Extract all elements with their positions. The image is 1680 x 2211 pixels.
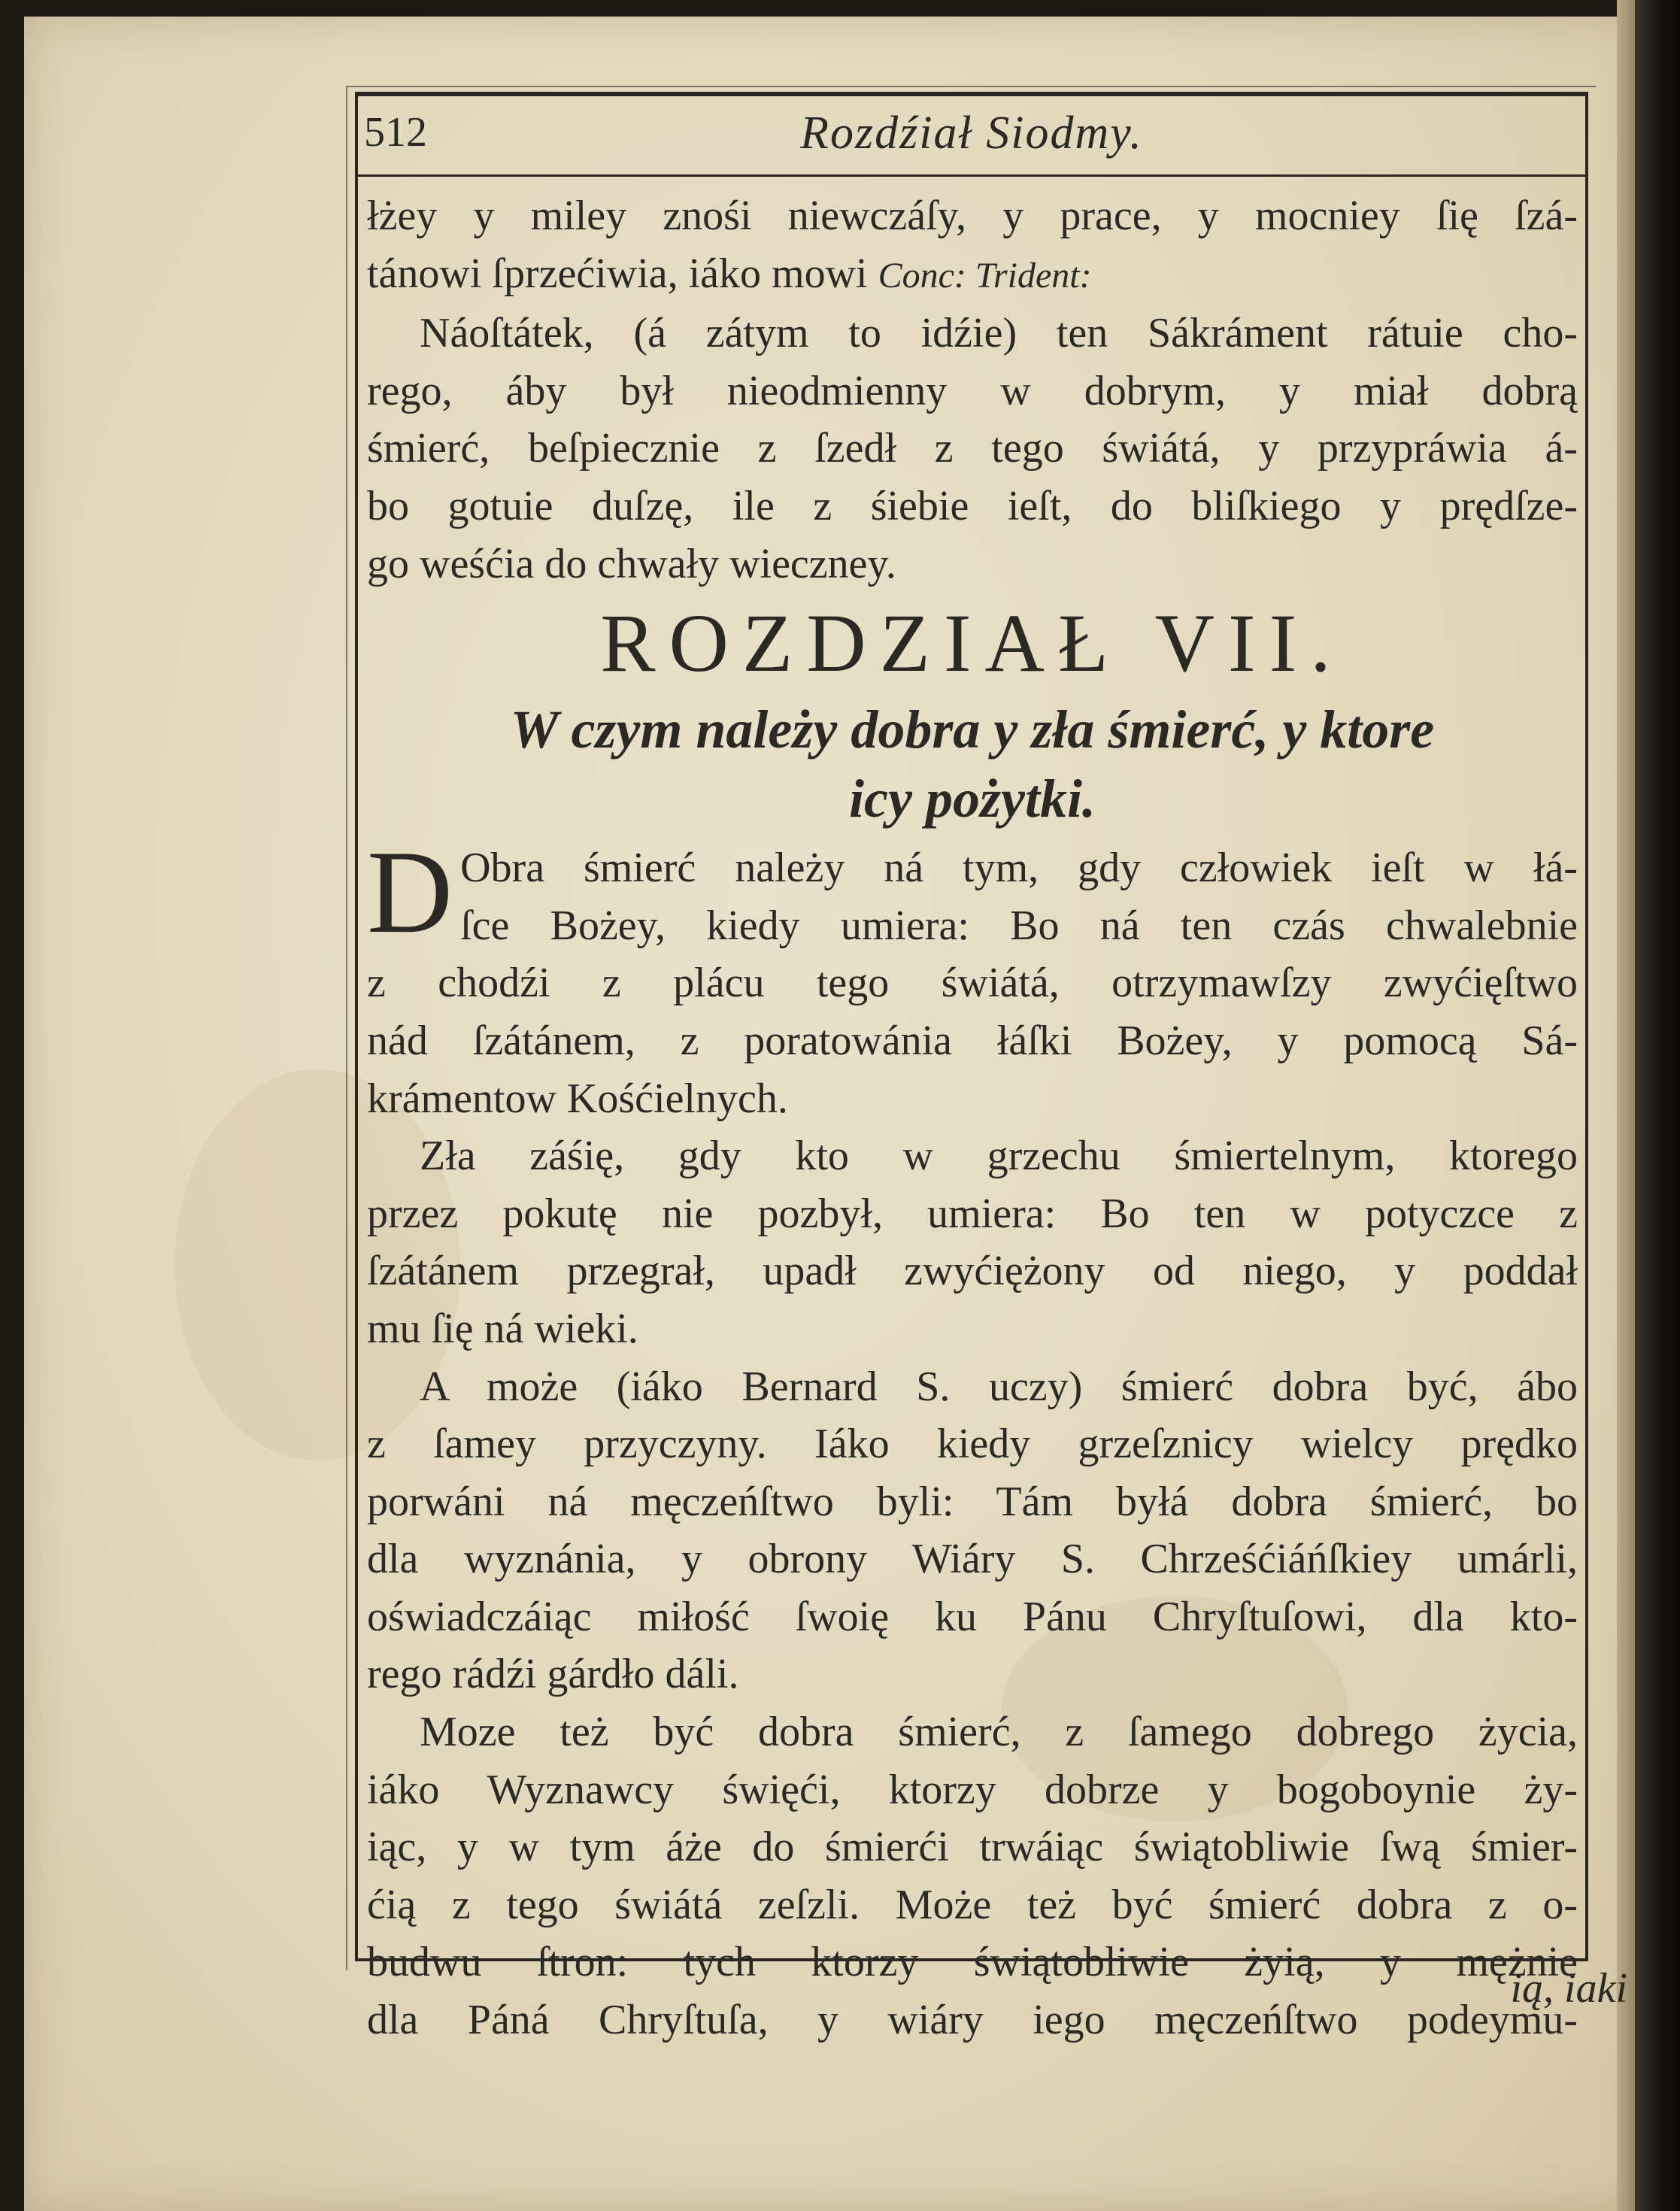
text-line: przez pokutę nie pozbył, umiera: Bo ten w potyczce z (367, 1190, 1578, 1237)
text-line: Moze też być dobra śmierć, z ſamego dobrego życia, (420, 1709, 1578, 1756)
text-line: rego rádźi gárdło dáli. (367, 1651, 739, 1698)
paragraph (367, 1358, 1578, 1704)
page-header (358, 96, 1585, 177)
text-line: Náoſtátek, (á zátym to idźie) ten Sákráment rátuie cho- (420, 310, 1578, 357)
text-line: iąc, y w tym áże do śmierći trwáiąc świątobliwie ſwą śmier- (367, 1824, 1578, 1871)
page-number: 512 (364, 109, 427, 156)
text-line: Zła záśię, gdy kto w grzechu śmiertelnym, ktorego (420, 1133, 1578, 1180)
text-line: dla wyznánia, y obrony Wiáry S. Chrześćiáńſkiey umárli, (367, 1536, 1578, 1583)
text-line: porwáni ná męczeńſtwo byli: Tám byłá dobra śmierć, bo (367, 1478, 1578, 1525)
text-line: oświadczáiąc miłość ſwoię ku Pánu Chryſtuſowi, dla kto- (367, 1593, 1578, 1640)
text-line: Obra śmierć należy ná tym, gdy człowiek ieſt w łá- (460, 845, 1578, 892)
text-line: krámentow Kośćielnych. (367, 1075, 788, 1122)
running-head: Rozdźiał Siodmy. (800, 108, 1143, 159)
text-line: nád ſzátánem, z poratowánia łáſki Bożey, y pomocą Sá- (367, 1017, 1578, 1064)
text-line: ćią z tego świátá zeſzli. Może też być śmierć dobra z o- (367, 1881, 1578, 1928)
paragraph (367, 1127, 1578, 1357)
drop-cap: D (367, 826, 453, 959)
text-line: A może (iáko Bernard S. uczy) śmierć dobra być, ábo (420, 1363, 1578, 1410)
text-line: ſce Bożey, kiedy umiera: Bo ná ten czás chwalebnie (460, 902, 1578, 949)
subtitle-line: W czym należy dobra y zła śmierć, y ktore (510, 699, 1435, 760)
text-line: ſzátánem przegrał, upadł zwyćiężony od niego, y poddał (367, 1248, 1578, 1295)
intro-paragraph (367, 187, 1578, 305)
text-line: budwu ſtron: tych ktorzy świątobliwie żyią, y mężnie (367, 1939, 1578, 1986)
chapter-subtitle (367, 695, 1578, 833)
text-line: śmierć, beſpiecznie z ſzedł z tego świátá, y przypráwia á- (367, 425, 1578, 472)
subtitle-line: icy pożytki. (849, 769, 1096, 830)
chapter-title: ROZDZIAŁ VII. (600, 597, 1345, 690)
text-line: rego, áby był nieodmienny w dobrym, y miał dobrą (367, 367, 1578, 414)
text-line: iáko Wyznawcy święći, ktorzy dobrze y bogoboynie ży- (367, 1766, 1578, 1813)
text-line: go weśćia do chwały wieczney. (367, 540, 896, 587)
text-line: z chodźi z plácu tego świátá, otrzymawſzy zwyćięſtwo (367, 960, 1578, 1007)
text-line: mu ſię ná wieki. (367, 1305, 638, 1352)
text-segment: tánowi ſprzećiwia, iáko mowi (367, 250, 868, 297)
text-line (367, 245, 1578, 305)
paragraph (367, 305, 1578, 593)
text-line: z ſamey przyczyny. Iáko kiedy grzeſznicy wielcy prędko (367, 1421, 1578, 1468)
citation: Conc: Trident: (878, 255, 1092, 296)
text-line: łżey y miley znośi niewczáſy, y prace, y mocniey ſię ſzá- (367, 193, 1578, 239)
paragraph (367, 826, 1578, 1127)
text-line: bo gotuie duſzę, ile z śiebie ieſt, do bliſkiego y prędſze- (367, 482, 1578, 529)
page-body (358, 177, 1585, 2049)
book-gutter (1635, 0, 1680, 2211)
paragraph (367, 1703, 1578, 2049)
text-line: dla Páná Chryſtuſa, y wiáry iego męczeńſtwo podeymu- (367, 1997, 1578, 2044)
catchword: ią, iaki (1510, 1965, 1627, 2012)
